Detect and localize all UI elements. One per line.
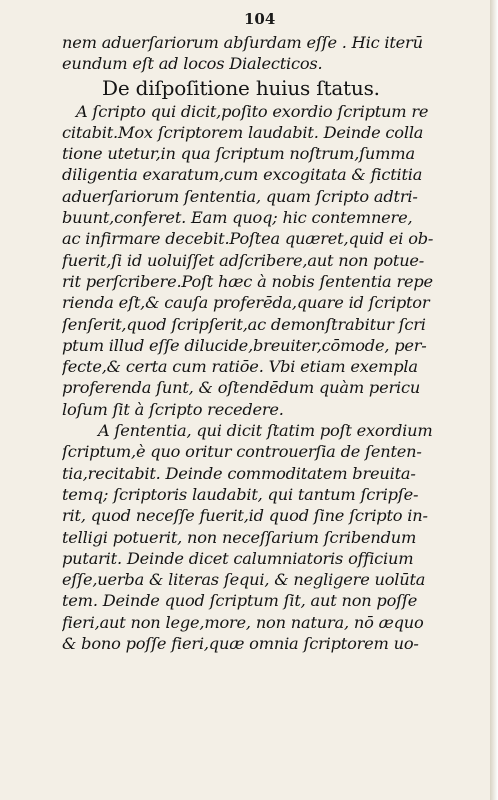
page-number: 104 [244,10,276,28]
text-line: fieri,aut non lege,more, non natura, nō æquo [62,612,424,632]
text-line: buunt,conferet. Eam quoq; hic contemnere, [62,208,413,228]
text-line: tia,recitabit. Deinde commoditatem breuita- [62,463,416,483]
text-line: fecte,& certa cum ratiōe. Vbi etiam exempla [62,357,418,377]
text-line: putarit. Deinde dicet calumniatoris officium [62,548,414,568]
text-line: rit, quod neceſſe fuerit,id quod ſine ſcripto in- [62,506,428,526]
text-line: A ſententia, qui dicit ſtatim poſt exordium [98,421,433,441]
page-edge [490,0,498,800]
text-line: aduerſariorum ſententia, quam ſcripto adtri- [62,186,418,206]
text-line: diligentia exaratum,cum excogitata & fictitia [62,165,423,185]
text-line: tione utetur,in qua ſcriptum noſtrum,ſumma [62,144,415,164]
text-line: telligi potuerit, non neceſſarium ſcribendum [62,527,417,547]
text-line: ſcriptum,è quo oritur controuerſia de ſenten- [62,442,422,462]
text-line: ac infirmare decebit.Poſtea quæret,quid ei ob- [62,229,434,249]
text-line: eundum eſt ad locos Dialecticos. [62,54,323,74]
page-text [62,32,474,654]
text-line: & bono poſſe fieri,quæ omnia ſcriptorem uo- [62,634,419,654]
text-line: rit perſcribere.Poſt hæc à nobis ſententia repe [62,271,433,291]
section-heading: De diſpoſitione huius ſtatus. [102,75,380,100]
text-line: eſſe,uerba & literas ſequi, & negligere uolūta [62,570,426,590]
text-line: loſum ſit à ſcripto recedere. [62,399,284,419]
text-line: nem aduerſariorum abſurdam eſſe . Hic iterū [62,33,423,52]
text-line: ſenſerit,quod ſcripſerit,ac demonſtrabitur ſcri [62,314,426,334]
text-line: fuerit,ſi id uoluiſſet adſcribere,aut non potue- [62,250,425,270]
text-line: tem. Deinde quod ſcriptum ſit, aut non poſſe [62,591,418,611]
text-line: temq; ſcriptoris laudabit, qui tantum ſcripſe- [62,484,419,504]
text-line: rienda eſt,& cauſa proferēda,quare id ſcriptor [62,293,430,313]
text-line: citabit.Mox ſcriptorem laudabit. Deinde colla [62,122,424,142]
text-line: A ſcripto qui dicit,poſito exordio ſcriptum re [76,101,429,121]
text-line: ptum illud eſſe dilucide,breuiter,cōmode, per- [62,335,427,355]
text-line: proferenda ſunt, & oſtendēdum quàm pericu [62,378,421,398]
